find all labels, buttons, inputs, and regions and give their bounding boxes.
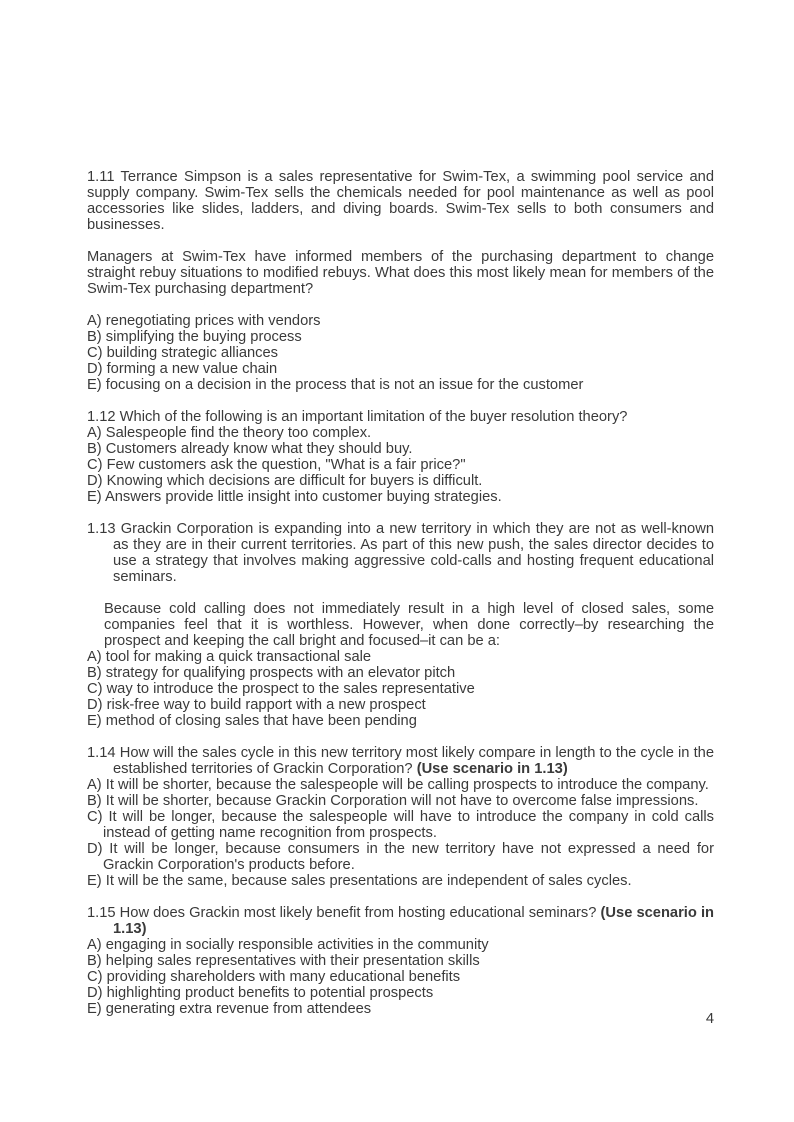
q12-block [87, 409, 714, 505]
q15-option-b: B) helping sales representatives with their presentation skills [87, 953, 480, 969]
q15-use-scenario-note: (Use scenario in 1.13) [113, 905, 714, 937]
q13-option-b: B) strategy for qualifying prospects with an elevator pitch [87, 665, 456, 681]
q14-option-e: E) It will be the same, because sales presentations are independent of sales cycles. [87, 873, 632, 889]
q12-question: 1.12 Which of the following is an important limitation of the buyer resolution theory? [87, 409, 628, 425]
page-number: 4 [705, 1011, 715, 1027]
q14-option-b: B) It will be shorter, because Grackin Corporation will not have to overcome false impressions. [87, 793, 699, 809]
q13-option-d: D) risk-free way to build rapport with a new prospect [87, 697, 426, 713]
q14-block [87, 745, 714, 889]
q15-question-text: 1.15 How does Grackin most likely benefit from hosting educational seminars? [87, 905, 601, 921]
q14-use-scenario-note: (Use scenario in 1.13) [416, 761, 568, 777]
q11-option-b: B) simplifying the buying process [87, 329, 302, 345]
q11-option-d: D) forming a new value chain [87, 361, 278, 377]
q15-option-a: A) engaging in socially responsible activities in the community [87, 937, 489, 953]
q13-option-e: E) method of closing sales that have been pending [87, 713, 417, 729]
q12-option-e: E) Answers provide little insight into customer buying strategies. [87, 489, 502, 505]
q14-option-a: A) It will be shorter, because the salespeople will be calling prospects to introduce the company. [87, 777, 709, 793]
q13-options [87, 649, 714, 729]
q15-option-e: E) generating extra revenue from attendees [87, 1001, 372, 1017]
q13-option-c: C) way to introduce the prospect to the sales representative [87, 681, 475, 697]
q11-option-c: C) building strategic alliances [87, 345, 279, 361]
q12-option-a: A) Salespeople find the theory too complex. [87, 425, 372, 441]
q14-option-c: C) It will be longer, because the salespeople will have to introduce the company in cold calls instead of getting name recognition from prospects. [87, 809, 714, 841]
document-content [87, 169, 714, 1017]
q15-option-c: C) providing shareholders with many educational benefits [87, 969, 461, 985]
q14-question [87, 745, 714, 777]
q11-options [87, 313, 714, 393]
q14-option-d: D) It will be longer, because consumers in the new territory have not expressed a need for Grackin Corporation's products before. [87, 841, 714, 873]
q12-option-d: D) Knowing which decisions are difficult for buyers is difficult. [87, 473, 483, 489]
q12-option-c: C) Few customers ask the question, "What is a fair price?" [87, 457, 466, 473]
q11-question-paragraph: Managers at Swim-Tex have informed members of the purchasing department to change straight rebuy situations to modified rebuys. What does this most likely mean for members of the Swim-Tex purchasing department? [87, 249, 714, 297]
q13-option-a: A) tool for making a quick transactional sale [87, 649, 372, 665]
q15-option-d: D) highlighting product benefits to potential prospects [87, 985, 434, 1001]
q13-question-paragraph: Because cold calling does not immediately result in a high level of closed sales, some companies feel that it is worthless. However, when done correctly–by researching the prospect and keeping the call bright and focused–it can be a: [104, 601, 714, 649]
q12-option-b: B) Customers already know what they should buy. [87, 441, 413, 457]
q15-question [87, 905, 714, 937]
q11-option-e: E) focusing on a decision in the process that is not an issue for the customer [87, 377, 584, 393]
q11-option-a: A) renegotiating prices with vendors [87, 313, 321, 329]
q14-question-text: 1.14 How will the sales cycle in this new territory most likely compare in length to the cycle in the established territories of Grackin Corporation? [87, 745, 714, 777]
q13-scenario-paragraph: 1.13 Grackin Corporation is expanding into a new territory in which they are not as well-known as they are in their current territories. As part of this new push, the sales director decides to use a strategy that involves making aggressive cold-calls and hosting frequent educational seminars. [87, 521, 714, 585]
q15-block [87, 905, 714, 1017]
q11-intro-paragraph: 1.11 Terrance Simpson is a sales representative for Swim-Tex, a swimming pool service and supply company. Swim-Tex sells the chemicals needed for pool maintenance as well as pool accessories like slides, ladders, and diving boards. Swim-Tex sells to both consumers and businesses. [87, 169, 714, 233]
